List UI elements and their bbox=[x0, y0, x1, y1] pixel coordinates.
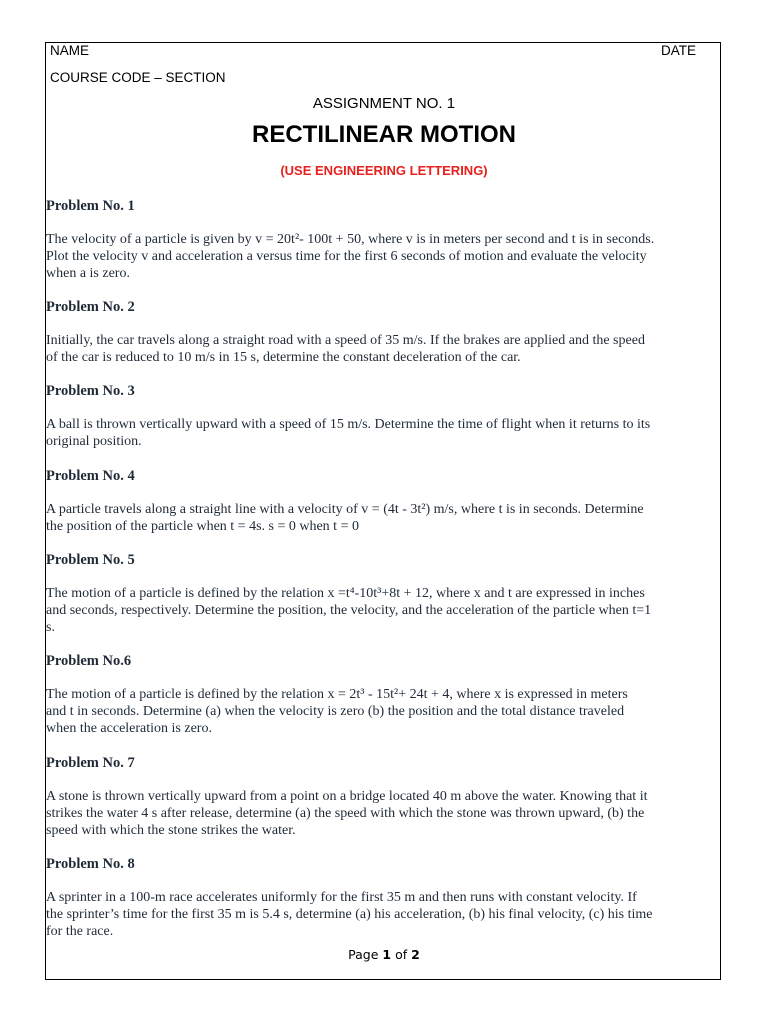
problem-6 bbox=[46, 653, 721, 737]
problem-statement bbox=[46, 416, 721, 450]
of-word: of bbox=[395, 947, 408, 962]
problem-statement bbox=[46, 332, 721, 366]
problem-4 bbox=[46, 468, 721, 535]
document-title: RECTILINEAR MOTION bbox=[252, 121, 516, 148]
problem-text-line: strikes the water 4 s after release, determine (a) the speed with which the stone was thrown upward, (b) the bbox=[46, 806, 645, 821]
assignment-number: ASSIGNMENT NO. 1 bbox=[312, 95, 456, 112]
problem-5 bbox=[46, 552, 721, 636]
problem-7 bbox=[46, 755, 721, 839]
total-pages-number: 2 bbox=[411, 947, 420, 962]
problem-heading: Problem No. 1 bbox=[46, 198, 135, 214]
problem-text-line: the position of the particle when t = 4s. s = 0 when t = 0 bbox=[46, 519, 359, 534]
problem-text-line: for the race. bbox=[46, 924, 114, 939]
problem-2 bbox=[46, 299, 721, 366]
problem-1 bbox=[46, 198, 721, 282]
problem-heading: Problem No. 7 bbox=[46, 755, 135, 771]
problem-statement bbox=[46, 501, 721, 535]
problem-text-line: Initially, the car travels along a straight road with a speed of 35 m/s. If the brakes are applied and the speed bbox=[46, 333, 645, 348]
problem-text-line: Plot the velocity v and acceleration a versus time for the first 6 seconds of motion and evaluate the velocity bbox=[46, 249, 647, 264]
document-subtitle: (USE ENGINEERING LETTERING) bbox=[280, 163, 488, 178]
problem-text-line: and seconds, respectively. Determine the position, the velocity, and the acceleration of the particle when t=1 bbox=[46, 603, 652, 618]
problem-text-line: and t in seconds. Determine (a) when the velocity is zero (b) the position and the total distance traveled bbox=[46, 704, 625, 719]
problem-8 bbox=[46, 856, 721, 940]
problem-3 bbox=[46, 383, 721, 450]
problem-statement bbox=[46, 686, 721, 737]
problem-text-line: The motion of a particle is defined by the relation x = 2t³ - 15t²+ 24t + 4, where x is expressed in meters bbox=[46, 687, 628, 702]
problem-text-line: of the car is reduced to 10 m/s in 15 s, determine the constant deceleration of the car. bbox=[46, 350, 521, 365]
problem-text-line: A particle travels along a straight line with a velocity of v = (4t - 3t²) m/s, where t is in seconds. Determine bbox=[46, 502, 644, 517]
problem-text-line: speed with which the stone strikes the water. bbox=[46, 823, 296, 838]
problem-text-line: A stone is thrown vertically upward from a point on a bridge located 40 m above the water. Knowing that it bbox=[46, 789, 648, 804]
problem-text-line: A ball is thrown vertically upward with a speed of 15 m/s. Determine the time of flight when it returns to its bbox=[46, 417, 651, 432]
course-code-section-label: COURSE CODE – SECTION bbox=[50, 70, 226, 85]
page-word: Page bbox=[348, 947, 379, 962]
name-field-label: NAME bbox=[50, 43, 90, 58]
problem-text-line: when a is zero. bbox=[46, 266, 130, 281]
problem-heading: Problem No. 4 bbox=[46, 468, 135, 484]
problem-text-line: the sprinter’s time for the first 35 m is 5.4 s, determine (a) his acceleration, (b) his final velocity, (c) his time bbox=[46, 907, 653, 922]
problem-text-line: A sprinter in a 100-m race accelerates uniformly for the first 35 m and then runs with constant velocity. If bbox=[46, 890, 637, 905]
problem-statement bbox=[46, 231, 721, 282]
problem-text-line: The motion of a particle is defined by the relation x =t⁴-10t³+8t + 12, where x and t are expressed in inches bbox=[46, 586, 645, 601]
problem-text-line: when the acceleration is zero. bbox=[46, 721, 212, 736]
problem-heading: Problem No.6 bbox=[46, 653, 132, 669]
current-page-number: 1 bbox=[382, 947, 392, 962]
problem-heading: Problem No. 2 bbox=[46, 299, 135, 315]
problem-text-line: s. bbox=[46, 620, 55, 635]
problem-heading: Problem No. 3 bbox=[46, 383, 135, 399]
problem-statement bbox=[46, 788, 721, 839]
page-number-footer bbox=[0, 947, 768, 962]
date-field-label: DATE bbox=[661, 43, 697, 58]
problem-text-line: original position. bbox=[46, 434, 142, 449]
problem-heading: Problem No. 5 bbox=[46, 552, 135, 568]
problem-heading: Problem No. 8 bbox=[46, 856, 135, 872]
problem-text-line: The velocity of a particle is given by v = 20t²- 100t + 50, where v is in meters per second and t is in seconds. bbox=[46, 232, 655, 247]
problem-statement bbox=[46, 585, 721, 636]
problem-statement bbox=[46, 889, 721, 940]
